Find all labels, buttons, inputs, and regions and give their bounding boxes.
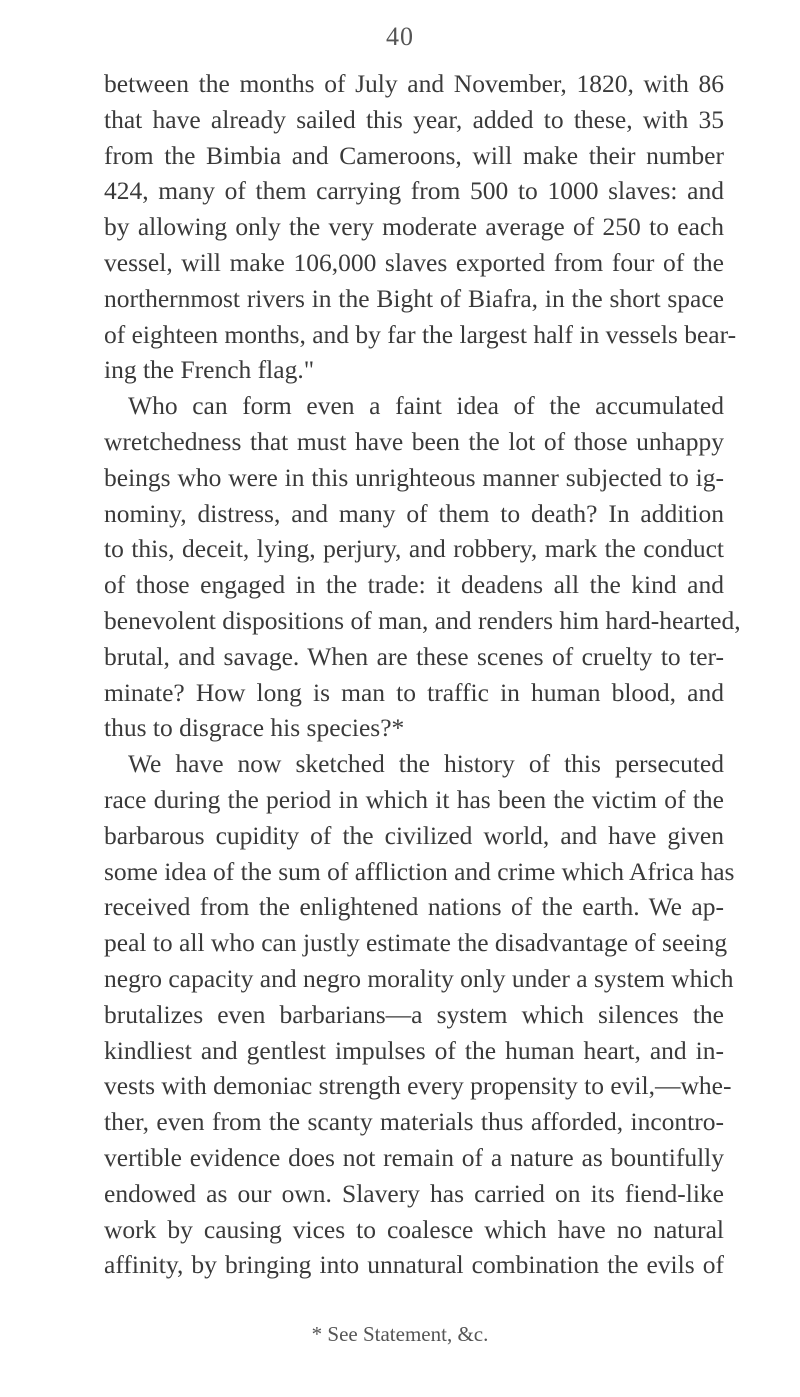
text-line: race during the period in which it has been the victim of the: [104, 784, 724, 814]
text-line: minate? How long is man to traffic in human blood, and: [104, 677, 724, 707]
body-text: [104, 66, 741, 1283]
text-line: vessel, will make 106,000 slaves exported from four of the: [104, 247, 724, 277]
text-line: of eighteen months, and by far the largest half in vessels bear-: [104, 319, 737, 349]
text-line: between the months of July and November, 1820, with 86: [104, 69, 724, 98]
text-line: barbarous cupidity of the civilized world, and have given: [104, 820, 724, 850]
text-line: 424, many of them carrying from 500 to 1000 slaves: and: [104, 176, 724, 206]
text-line: vests with demoniac strength every propensity to evil,—whe-: [104, 1071, 732, 1101]
text-line: brutal, and savage. When are these scenes of cruelty to ter-: [104, 641, 724, 671]
text-line: to this, deceit, lying, perjury, and robbery, mark the conduct: [104, 534, 724, 564]
text-line: endowed as our own. Slavery has carried on its fiend-like: [104, 1178, 724, 1208]
text-line: nominy, distress, and many of them to death? In addition: [104, 498, 724, 528]
text-line: ther, even from the scanty materials thus afforded, incontro-: [104, 1107, 724, 1137]
text-line: beings who were in this unrighteous manner subjected to ig-: [104, 462, 724, 492]
text-line: from the Bimbia and Cameroons, will make their number: [104, 140, 724, 170]
footnote: * See Statement, &c.: [311, 1322, 489, 1346]
paragraph-start-line: We have now sketched the history of this persecuted: [128, 749, 724, 779]
text-line: of those engaged in the trade: it deadens all the kind and: [104, 570, 724, 600]
text-line: brutalizes even barbarians—a system which silences the: [104, 999, 724, 1029]
text-line: some idea of the sum of affliction and crime which Africa has: [104, 856, 735, 886]
paragraph-start-line: Who can form even a faint idea of the accumulated: [128, 391, 724, 421]
text-line: northernmost rivers in the Bight of Biafra, in the short space: [104, 283, 724, 313]
text-line: affinity, by bringing into unnatural combination the evils of: [104, 1250, 724, 1280]
text-line: vertible evidence does not remain of a nature as bountifully: [104, 1142, 724, 1172]
text-line: that have already sailed this year, added to these, with 35: [104, 104, 724, 134]
text-line: negro capacity and negro morality only under a system which: [104, 963, 734, 993]
text-line: benevolent dispositions of man, and renders him hard-hearted,: [104, 605, 741, 635]
text-line: thus to disgrace his species?*: [104, 713, 405, 743]
text-line: wretchedness that must have been the lot of those unhappy: [104, 426, 724, 456]
page-number: 40: [386, 22, 414, 51]
text-line: kindliest and gentlest impulses of the human heart, and in-: [104, 1035, 724, 1065]
text-line: received from the enlightened nations of the earth. We ap-: [104, 892, 724, 922]
text-line: work by causing vices to coalesce which have no natural: [104, 1214, 724, 1244]
text-line: ing the French flag.": [104, 355, 315, 385]
text-line: peal to all who can justly estimate the disadvantage of seeing: [104, 928, 728, 958]
text-line: by allowing only the very moderate average of 250 to each: [104, 212, 724, 242]
